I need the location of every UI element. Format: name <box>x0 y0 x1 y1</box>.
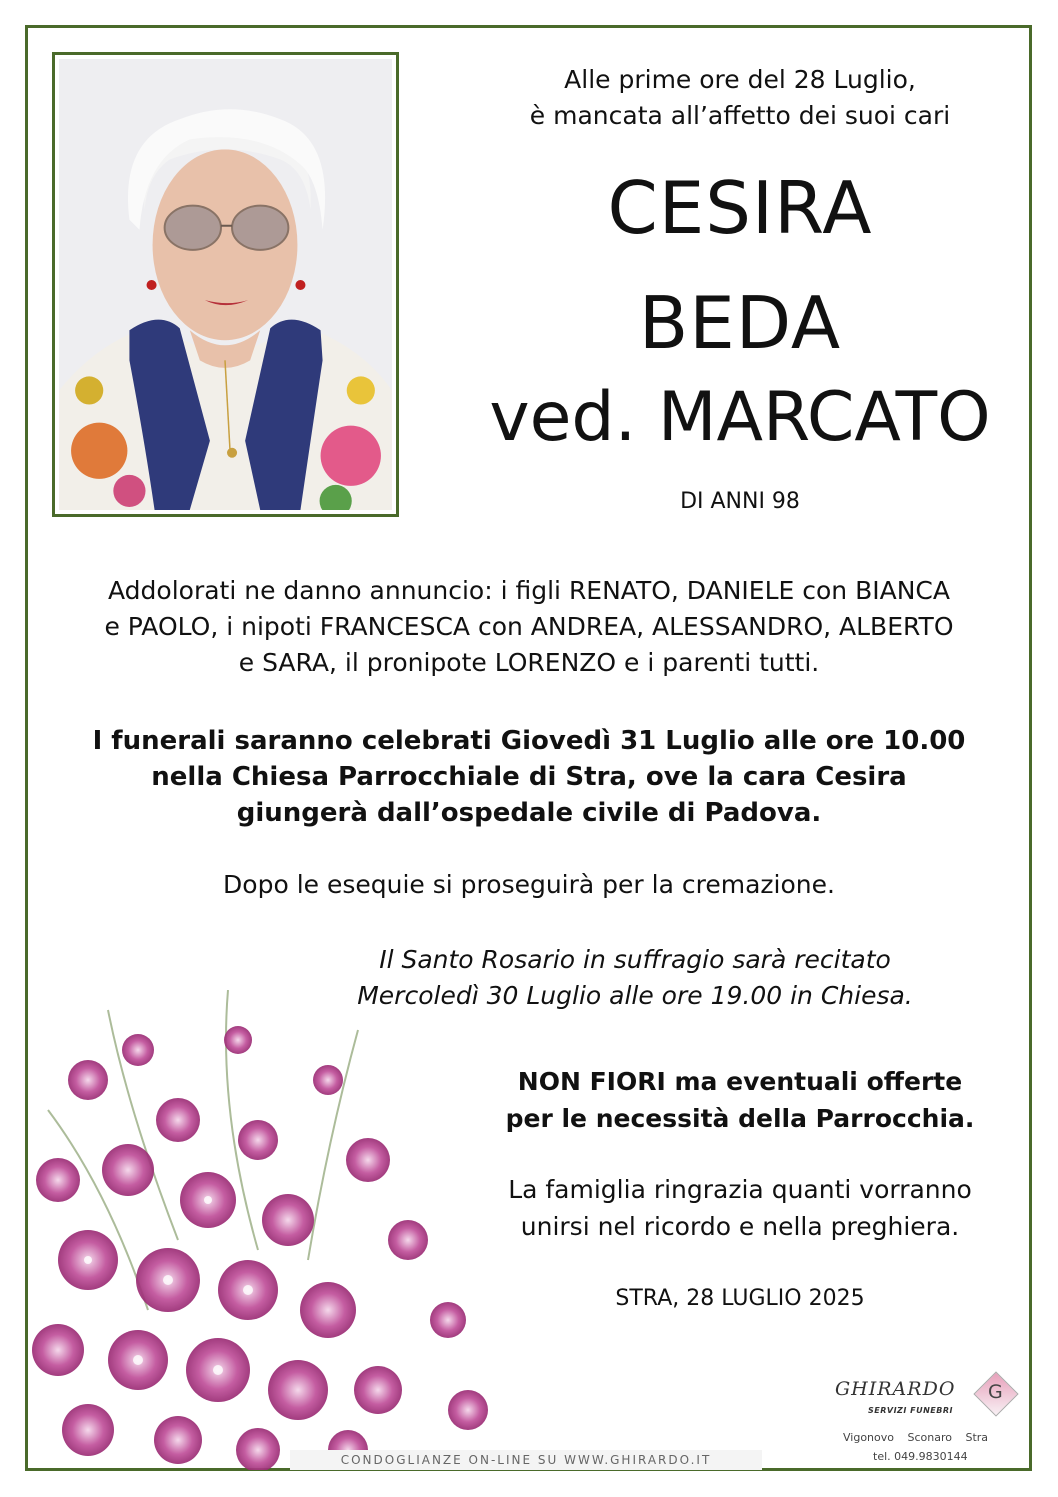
place-and-date: STRA, 28 LUGLIO 2025 <box>615 1286 865 1311</box>
funeral-line: nella Chiesa Parrocchiale di Stra, ove la cara Cesira <box>151 762 907 792</box>
portrait-photo <box>52 52 399 517</box>
intro-line: è mancata all’affetto dei suoi cari <box>529 101 951 130</box>
logo-locations: Vigonovo Sconaro Stra <box>843 1431 989 1444</box>
funeral-line: I funerali saranno celebrati Giovedì 31 Luglio alle ore 10.00 <box>92 726 966 756</box>
no-flowers-line: per le necessità della Parrocchia. <box>505 1104 975 1133</box>
deceased-first-name: CESIRA <box>607 166 873 250</box>
deceased-last-name: BEDA <box>638 281 842 365</box>
portrait-image <box>59 59 392 510</box>
thanks-line: La famiglia ringrazia quanti vorranno <box>508 1175 972 1204</box>
no-flowers-line: NON FIORI ma eventuali offerte <box>517 1067 963 1096</box>
intro-text <box>440 62 1040 134</box>
family-thanks <box>440 1171 1040 1245</box>
condolences-link[interactable]: CONDOGLIANZE ON-LINE SU WWW.GHIRARDO.IT <box>290 1450 762 1470</box>
deceased-age: DI ANNI 98 <box>680 489 800 514</box>
deceased-married-name: ved. MARCATO <box>489 378 991 457</box>
intro-line: Alle prime ore del 28 Luglio, <box>564 65 916 94</box>
announcement-line: e SARA, il pronipote LORENZO e i parenti tutti. <box>238 648 820 677</box>
thanks-line: unirsi nel ricordo e nella preghiera. <box>520 1212 960 1241</box>
funeral-home-logo <box>835 1376 1035 1466</box>
logo-phone: tel. 049.9830144 <box>873 1450 968 1463</box>
rosary-line: Il Santo Rosario in suffragio sarà recitato <box>379 945 891 974</box>
no-flowers-request <box>440 1063 1040 1137</box>
funeral-line: giungerà dall’ospedale civile di Padova. <box>236 798 822 828</box>
family-announcement <box>60 573 998 681</box>
announcement-line: Addolorati ne danno annuncio: i figli RENATO, DANIELE con BIANCA <box>108 576 950 605</box>
funeral-details <box>60 723 998 831</box>
announcement-line: e PAOLO, i nipoti FRANCESCA con ANDREA, ALESSANDRO, ALBERTO <box>104 612 954 641</box>
rosary-line: Mercoledì 30 Luglio alle ore 19.00 in Chiesa. <box>357 981 913 1010</box>
cremation-note: Dopo le esequie si proseguirà per la cremazione. <box>223 870 835 899</box>
logo-name: GHIRARDO <box>835 1378 956 1400</box>
logo-subtitle: SERVIZI FUNEBRI <box>868 1406 953 1415</box>
logo-letter: G <box>988 1381 1003 1403</box>
